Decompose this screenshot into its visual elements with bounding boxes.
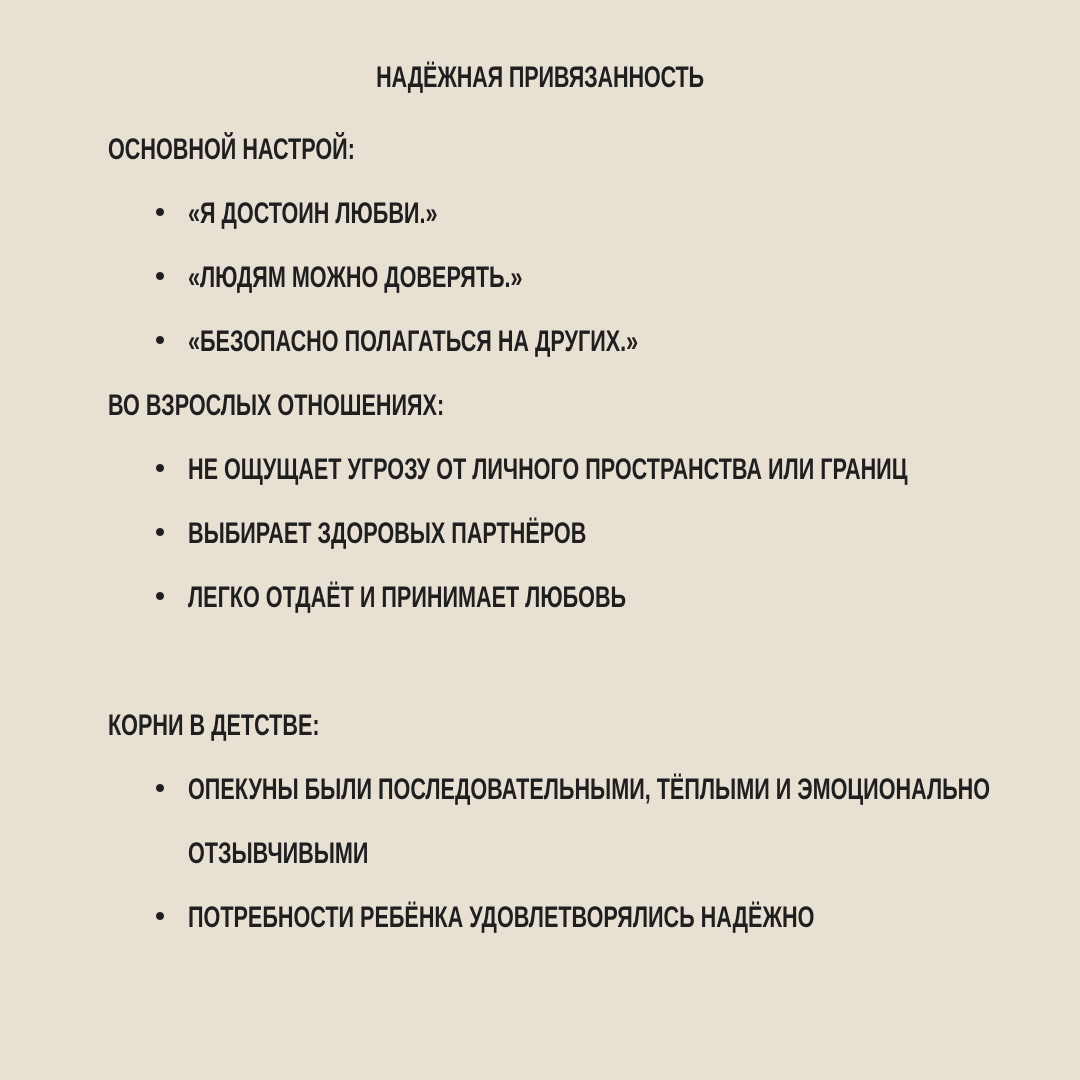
bullet-icon (156, 784, 164, 792)
list-item (108, 438, 1068, 502)
bullet-list-core-beliefs (108, 182, 1068, 374)
list-item-text: ОПЕКУНЫ БЫЛИ ПОСЛЕДОВАТЕЛЬНЫМИ, ТЁПЛЫМИ И ЭМОЦИОНАЛЬНО ОТЗЫВЧИВЫМИ (188, 773, 991, 870)
bullet-icon (156, 464, 164, 472)
list-item-text: «ЛЮДЯМ МОЖНО ДОВЕРЯТЬ.» (188, 261, 523, 294)
section-heading-adult-relationships: ВО ВЗРОСЛЫХ ОТНОШЕНИЯХ: (108, 389, 445, 422)
bullet-icon (156, 272, 164, 280)
list-item (108, 502, 1068, 566)
bullet-list-adult-relationships (108, 438, 1068, 630)
list-item-text: ВЫБИРАЕТ ЗДОРОВЫХ ПАРТНЁРОВ (188, 517, 587, 550)
section-heading-childhood-roots: КОРНИ В ДЕТСТВЕ: (108, 709, 320, 742)
list-item-text: ПОТРЕБНОСТИ РЕБЁНКА УДОВЛЕТВОРЯЛИСЬ НАДЁЖНО (188, 901, 815, 934)
list-item (108, 886, 1068, 950)
list-item-text: «БЕЗОПАСНО ПОЛАГАТЬСЯ НА ДРУГИХ.» (188, 325, 639, 358)
list-item-text: «Я ДОСТОИН ЛЮБВИ.» (188, 197, 438, 230)
bullet-icon (156, 592, 164, 600)
list-item (108, 310, 1068, 374)
section-childhood-roots (108, 694, 1068, 950)
list-item (108, 182, 1068, 246)
list-item-text: ЛЕГКО ОТДАЁТ И ПРИНИМАЕТ ЛЮБОВЬ (188, 581, 627, 614)
list-item-text: НЕ ОЩУЩАЕТ УГРОЗУ ОТ ЛИЧНОГО ПРОСТРАНСТВА ИЛИ ГРАНИЦ (188, 453, 908, 486)
bullet-icon (156, 528, 164, 536)
section-adult-relationships (108, 374, 1068, 630)
bullet-icon (156, 912, 164, 920)
list-item (108, 246, 1068, 310)
bullet-icon (156, 336, 164, 344)
page-title: НАДЁЖНАЯ ПРИВЯЗАННОСТЬ (376, 61, 704, 94)
list-item (108, 566, 1068, 630)
section-core-beliefs (108, 118, 1068, 374)
bullet-icon (156, 208, 164, 216)
bullet-list-childhood-roots (108, 758, 1068, 950)
section-heading-core-beliefs: ОСНОВНОЙ НАСТРОЙ: (108, 133, 355, 166)
list-item (108, 758, 1068, 886)
